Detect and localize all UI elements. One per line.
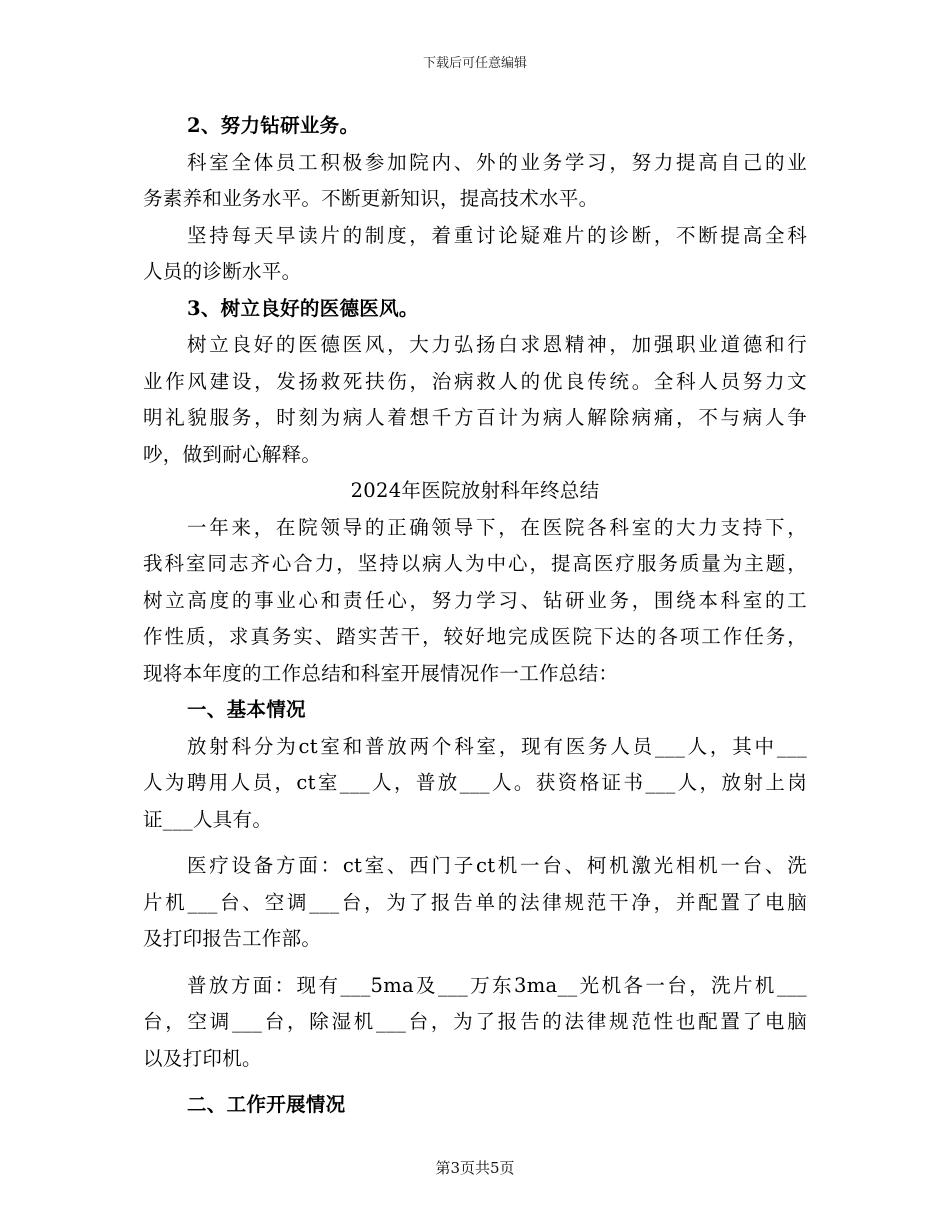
- paragraph-line: 科室全体员工积极参加院内、外的业务学习，努力提高自己的业: [187, 150, 807, 174]
- paragraph-line: 明礼貌服务，时刻为病人着想千方百计为病人解除病痛，不与病人争: [143, 406, 807, 429]
- page-footer: 第3页共5页: [435, 1159, 515, 1177]
- paragraph-line: 树立良好的医德医风，大力弘扬白求恩精神，加强职业道德和行: [187, 333, 807, 356]
- paragraph-line: 务素养和业务水平。不断更新知识，提高技术水平。: [143, 187, 599, 210]
- paragraph-line: 放射科分为ct室和普放两个科室，现有医务人员___人，其中___: [187, 734, 807, 758]
- paragraph-line: 业作风建设，发扬救死扶伤，治病救人的优良传统。全科人员努力文: [143, 369, 807, 393]
- paragraph-line: 人为聘用人员，ct室___人，普放___人。获资格证书___人，放射上岗: [143, 771, 807, 794]
- paragraph-line: 证___人具有。: [143, 807, 273, 831]
- document-title: 2024年医院放射科年终总结: [350, 479, 600, 502]
- section-heading: 2、努力钻研业务。: [187, 114, 360, 137]
- paragraph-line: 现将本年度的工作总结和科室开展情况作一工作总结：: [143, 661, 619, 685]
- paragraph-line: 医疗设备方面：ct室、西门子ct机一台、柯机激光相机一台、洗: [187, 854, 807, 877]
- paragraph-line: 片机___台、空调___台，为了报告单的法律规范干净，并配置了电脑: [143, 890, 807, 914]
- section-heading: 3、树立良好的医德医风。: [187, 296, 419, 320]
- section-heading: 一、基本情况: [187, 698, 306, 721]
- paragraph-line: 以及打印机。: [143, 1046, 262, 1070]
- paragraph-line: 普放方面：现有___5ma及___万东3ma__光机各一台，洗片机___: [187, 973, 807, 997]
- paragraph-line: 台，空调___台，除湿机___台，为了报告的法律规范性也配置了电脑: [143, 1010, 807, 1033]
- section-heading: 二、工作开展情况: [187, 1093, 346, 1116]
- document-body: [143, 108, 807, 1124]
- paragraph-line: 一年来，在院领导的正确领导下，在医院各科室的大力支持下，: [187, 515, 807, 539]
- paragraph-line: 树立高度的事业心和责任心，努力学习、钻研业务，围绕本科室的工: [143, 588, 807, 612]
- page-header: 下载后可任意编辑: [422, 56, 527, 71]
- paragraph-line: 坚持每天早读片的制度，着重讨论疑难片的诊断，不断提高全科: [187, 223, 807, 247]
- paragraph-line: 作性质，求真务实、踏实苦干，较好地完成医院下达的各项工作任务，: [143, 625, 807, 648]
- paragraph-line: 吵，做到耐心解释。: [143, 442, 322, 466]
- paragraph-line: 我科室同志齐心合力，坚持以病人为中心，提高医疗服务质量为主题，: [143, 552, 807, 575]
- paragraph-line: 人员的诊断水平。: [143, 260, 302, 283]
- paragraph-line: 及打印报告工作部。: [143, 927, 322, 950]
